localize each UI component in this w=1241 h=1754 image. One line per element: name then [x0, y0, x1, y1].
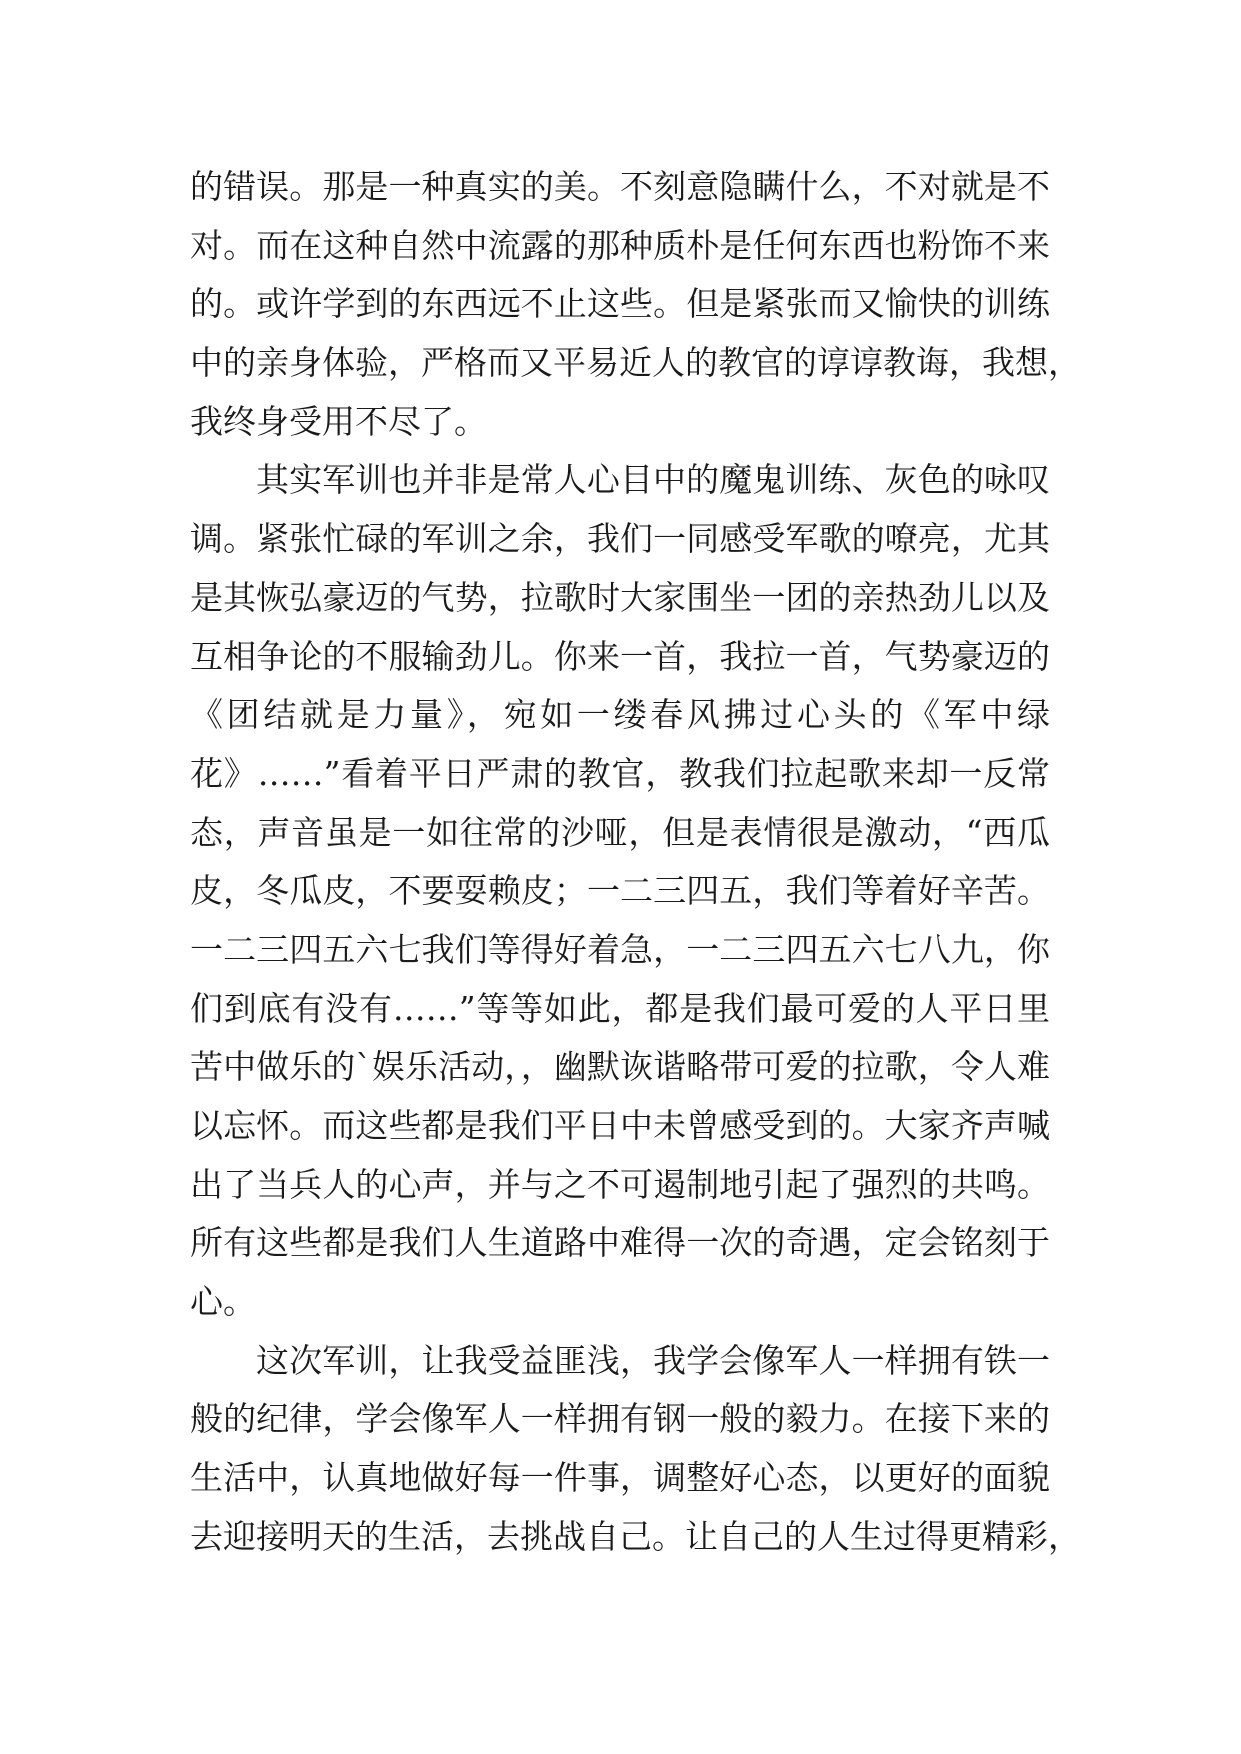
- text-line: 所有这些都是我们人生道路中难得一次的奇遇，定会铭刻于: [190, 1223, 1050, 1263]
- text-line: 《团结就是力量》，宛如一缕春风拂过心头的《军中绿: [190, 695, 1050, 735]
- text-line: 皮，冬瓜皮，不要耍赖皮；一二三四五，我们等着好辛苦。: [190, 871, 1050, 911]
- text-line: 我终身受用不尽了。: [190, 401, 487, 441]
- text-line: 的错误。那是一种真实的美。不刻意隐瞒什么，不对就是不: [190, 167, 1050, 206]
- text-line: 花》……”看着平日严肃的教官，教我们拉起歌来却一反常: [190, 753, 1050, 793]
- text-line: 一二三四五六七我们等得好着急，一二三四五六七八九，你: [190, 929, 1050, 969]
- text-line: 中的亲身体验，严格而又平易近人的教官的谆谆教诲，我想，: [190, 343, 1081, 383]
- text-line: 互相争论的不服输劲儿。你来一首，我拉一首，气势豪迈的: [190, 636, 1050, 676]
- text-line: 态，声音虽是一如往常的沙哑，但是表情很是激动，“西瓜: [190, 812, 1050, 852]
- text-line: 出了当兵人的心声，并与之不可遏制地引起了强烈的共鸣。: [190, 1164, 1050, 1204]
- text-line: 们到底有没有……”等等如此，都是我们最可爱的人平日里: [190, 988, 1050, 1028]
- body-text: [190, 158, 1081, 1567]
- text-line: 心。: [190, 1282, 256, 1322]
- text-line: 般的纪律，学会像军人一样拥有钢一般的毅力。在接下来的: [190, 1399, 1050, 1439]
- text-line: 对。而在这种自然中流露的那种质朴是任何东西也粉饰不来: [190, 225, 1050, 265]
- text-line: 苦中做乐的`娱乐活动，，幽默诙谐略带可爱的拉歌，令人难: [190, 1047, 1050, 1087]
- text-line: 其实军训也并非是常人心目中的魔鬼训练、灰色的咏叹: [256, 460, 1050, 500]
- text-line: 这次军训，让我受益匪浅，我学会像军人一样拥有铁一: [256, 1340, 1050, 1380]
- text-line: 是其恢弘豪迈的气势，拉歌时大家围坐一团的亲热劲儿以及: [190, 577, 1050, 617]
- text-line: 以忘怀。而这些都是我们平日中未曾感受到的。大家齐声喊: [190, 1106, 1050, 1145]
- text-line: 生活中，认真地做好每一件事，调整好心态，以更好的面貌: [190, 1458, 1050, 1498]
- text-line: 去迎接明天的生活，去挑战自己。让自己的人生过得更精彩，: [190, 1516, 1081, 1556]
- text-line: 的。或许学到的东西远不止这些。但是紧张而又愉快的训练: [190, 284, 1050, 324]
- text-line: 调。紧张忙碌的军训之余，我们一同感受军歌的嘹亮，尤其: [190, 519, 1050, 559]
